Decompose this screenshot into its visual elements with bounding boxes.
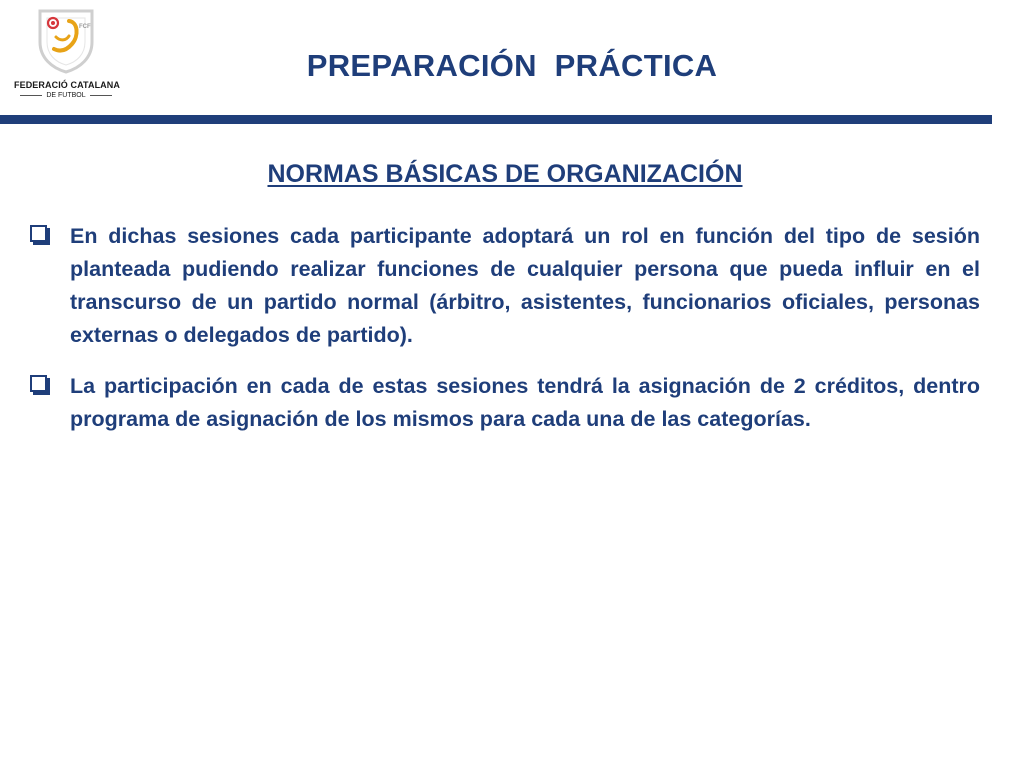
bullet-item [30,220,980,352]
bullet-text: La participación en cada de estas sesiones tendrá la asignación de 2 créditos, dentro programa de asignación de los mismos para cada una de las categorías. [70,374,980,431]
bullet-list [30,220,980,454]
section-heading: NORMAS BÁSICAS DE ORGANIZACIÓN [267,160,743,188]
page-title: PREPARACIÓN PRÁCTICA [306,48,718,83]
federation-subname: DE FUTBOL [14,92,118,99]
checkbox-bullet-icon [30,375,47,392]
federation-name: FEDERACIÓ CATALANA [14,80,120,90]
bullet-item [30,370,980,436]
bullet-text: En dichas sesiones cada participante adoptará un rol en función del tipo de sesión planteada pudiendo realizar funciones de cualquier persona que pueda influir en el transcurso de un partido normal (árbitro, asistentes, funcionarios oficiales, personas externas o delegados de partido). [70,224,980,347]
checkbox-bullet-icon [30,225,47,242]
svg-text:FCF: FCF [79,24,91,30]
header-divider-bar [0,115,992,124]
